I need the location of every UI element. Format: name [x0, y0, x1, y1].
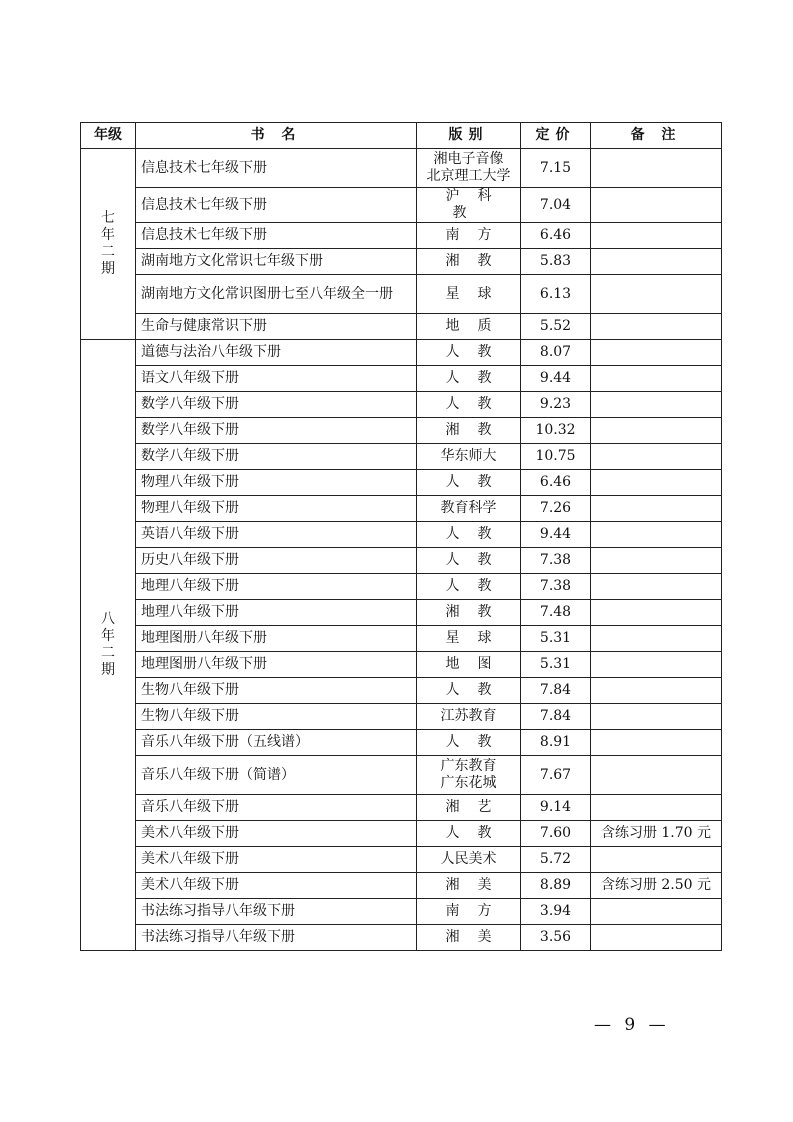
publisher-cell [417, 149, 521, 188]
grade-cell [81, 340, 136, 951]
price-cell: 5.31 [521, 626, 591, 652]
publisher-name: 湘教 [445, 253, 510, 269]
publisher-name: 湘艺 [445, 799, 510, 815]
price-cell: 7.60 [521, 821, 591, 847]
book-title-cell: 音乐八年级下册（五线谱） [136, 730, 417, 756]
publisher-cell [417, 730, 521, 756]
grade-char: 期 [101, 261, 115, 277]
price-cell: 7.38 [521, 574, 591, 600]
publisher-cell [417, 366, 521, 392]
publisher-name: 湘电子音像 [433, 151, 504, 167]
note-cell [591, 444, 722, 470]
publisher-cell [417, 418, 521, 444]
price-cell: 3.94 [521, 899, 591, 925]
book-title-cell: 美术八年级下册 [136, 847, 417, 873]
table-row [81, 756, 722, 795]
publisher-name: 江苏教育 [440, 708, 497, 724]
note-cell [591, 652, 722, 678]
book-title-cell: 地理图册八年级下册 [136, 652, 417, 678]
grade-char: 八 [101, 611, 115, 627]
header-price: 定价 [521, 123, 591, 149]
note-cell [591, 756, 722, 795]
publisher-name: 人教 [445, 396, 510, 412]
note-cell [591, 925, 722, 951]
table-row [81, 340, 722, 366]
publisher-name: 湘教 [445, 422, 510, 438]
publisher-name: 人民美术 [440, 851, 497, 867]
publisher-cell [417, 899, 521, 925]
table-row [81, 925, 722, 951]
publisher-name: 华东师大 [440, 448, 497, 464]
book-title-cell: 语文八年级下册 [136, 366, 417, 392]
note-cell [591, 600, 722, 626]
price-cell: 5.72 [521, 847, 591, 873]
publisher-name: 湘美 [445, 929, 510, 945]
price-cell: 10.32 [521, 418, 591, 444]
book-title-cell: 历史八年级下册 [136, 548, 417, 574]
book-title-cell: 美术八年级下册 [136, 873, 417, 899]
price-cell: 9.44 [521, 366, 591, 392]
note-cell [591, 366, 722, 392]
publisher-cell [417, 795, 521, 821]
book-title-cell: 湖南地方文化常识图册七至八年级全一册 [136, 275, 417, 314]
publisher-cell [417, 522, 521, 548]
publisher-name: 星球 [445, 285, 510, 302]
price-cell: 7.84 [521, 678, 591, 704]
grade-cell [81, 149, 136, 340]
price-cell: 3.56 [521, 925, 591, 951]
book-title-cell: 物理八年级下册 [136, 470, 417, 496]
publisher-name: 南方 [445, 903, 510, 919]
publisher-name: 人教 [445, 344, 510, 360]
table-row [81, 470, 722, 496]
note-cell: 含练习册 1.70 元 [591, 821, 722, 847]
header-publisher: 版别 [417, 123, 521, 149]
header-note: 备 注 [591, 123, 722, 149]
publisher-cell [417, 652, 521, 678]
price-cell: 7.26 [521, 496, 591, 522]
publisher-cell [417, 873, 521, 899]
publisher-cell [417, 444, 521, 470]
grade-char: 二 [101, 244, 115, 260]
price-cell: 7.48 [521, 600, 591, 626]
publisher-name: 人教 [445, 552, 510, 568]
price-cell: 8.91 [521, 730, 591, 756]
book-title-cell: 音乐八年级下册（简谱） [136, 756, 417, 795]
publisher-name: 教育科学 [440, 500, 497, 516]
book-title-cell: 音乐八年级下册 [136, 795, 417, 821]
price-cell: 8.07 [521, 340, 591, 366]
grade-char: 七 [101, 210, 115, 226]
publisher-cell [417, 470, 521, 496]
publisher-name: 地质 [445, 318, 510, 334]
publisher-cell [417, 392, 521, 418]
publisher-name: 星球 [445, 630, 510, 646]
book-title-cell: 书法练习指导八年级下册 [136, 899, 417, 925]
book-title-cell: 数学八年级下册 [136, 444, 417, 470]
header-grade: 年级 [81, 123, 136, 149]
note-cell [591, 392, 722, 418]
table-row [81, 366, 722, 392]
price-cell: 8.89 [521, 873, 591, 899]
publisher-cell [417, 600, 521, 626]
note-cell [591, 223, 722, 249]
publisher-name: 南方 [445, 227, 510, 243]
table-row [81, 444, 722, 470]
note-cell [591, 314, 722, 340]
textbook-price-table [80, 122, 722, 951]
publisher-cell [417, 678, 521, 704]
book-title-cell: 信息技术七年级下册 [136, 188, 417, 223]
table-row [81, 821, 722, 847]
publisher-name: 人教 [445, 370, 510, 386]
table-row [81, 847, 722, 873]
publisher-cell [417, 626, 521, 652]
note-cell [591, 847, 722, 873]
book-title-cell: 生命与健康常识下册 [136, 314, 417, 340]
price-cell: 6.46 [521, 470, 591, 496]
price-cell: 7.04 [521, 188, 591, 223]
table-row [81, 249, 722, 275]
price-cell: 9.44 [521, 522, 591, 548]
publisher-name: 人教 [445, 682, 510, 698]
table-row [81, 678, 722, 704]
publisher-cell [417, 548, 521, 574]
publisher-name: 人教 [445, 825, 510, 841]
note-cell [591, 522, 722, 548]
note-cell [591, 275, 722, 314]
book-title-cell: 美术八年级下册 [136, 821, 417, 847]
book-title-cell: 英语八年级下册 [136, 522, 417, 548]
table-row [81, 522, 722, 548]
table-row [81, 149, 722, 188]
table-row [81, 392, 722, 418]
book-title-cell: 物理八年级下册 [136, 496, 417, 522]
price-cell: 9.23 [521, 392, 591, 418]
note-cell [591, 188, 722, 223]
note-cell [591, 795, 722, 821]
price-cell: 5.31 [521, 652, 591, 678]
book-title-cell: 道德与法治八年级下册 [136, 340, 417, 366]
book-title-cell: 生物八年级下册 [136, 678, 417, 704]
note-cell [591, 678, 722, 704]
publisher-name: 人教 [445, 734, 510, 750]
table-row [81, 418, 722, 444]
table-row [81, 899, 722, 925]
table-body [81, 149, 722, 951]
note-cell [591, 704, 722, 730]
note-cell [591, 574, 722, 600]
note-cell [591, 249, 722, 275]
table-row [81, 496, 722, 522]
table-row [81, 314, 722, 340]
publisher-cell [417, 340, 521, 366]
publisher-name: 人教 [445, 526, 510, 542]
page-number: — 9 — [594, 1015, 670, 1035]
publisher-name: 地图 [445, 656, 510, 672]
book-title-cell: 数学八年级下册 [136, 418, 417, 444]
publisher-cell [417, 314, 521, 340]
price-cell: 7.84 [521, 704, 591, 730]
publisher-name: 沪科教 [445, 188, 510, 221]
header-title: 书 名 [136, 123, 417, 149]
publisher-name: 广东教育 [440, 758, 497, 774]
publisher-cell [417, 275, 521, 314]
note-cell [591, 626, 722, 652]
note-cell [591, 149, 722, 188]
price-cell: 9.14 [521, 795, 591, 821]
price-cell: 6.46 [521, 223, 591, 249]
publisher-cell [417, 847, 521, 873]
publisher-cell [417, 223, 521, 249]
note-cell [591, 418, 722, 444]
note-cell: 含练习册 2.50 元 [591, 873, 722, 899]
book-title-cell: 湖南地方文化常识七年级下册 [136, 249, 417, 275]
grade-char: 年 [101, 227, 115, 243]
table-row [81, 704, 722, 730]
publisher-name: 湘美 [445, 877, 510, 893]
publisher-cell [417, 574, 521, 600]
table-row [81, 626, 722, 652]
price-cell: 7.67 [521, 756, 591, 795]
grade-char: 二 [101, 645, 115, 661]
price-cell: 10.75 [521, 444, 591, 470]
publisher-cell [417, 756, 521, 795]
table-row [81, 730, 722, 756]
price-cell: 5.83 [521, 249, 591, 275]
grade-char: 年 [101, 628, 115, 644]
publisher-name: 广东花城 [440, 775, 497, 791]
publisher-name: 湘教 [445, 604, 510, 620]
grade-char: 期 [101, 662, 115, 678]
publisher-cell [417, 704, 521, 730]
book-title-cell: 信息技术七年级下册 [136, 223, 417, 249]
note-cell [591, 340, 722, 366]
note-cell [591, 730, 722, 756]
publisher-cell [417, 249, 521, 275]
table-row [81, 873, 722, 899]
price-cell: 7.15 [521, 149, 591, 188]
publisher-cell [417, 496, 521, 522]
book-title-cell: 地理八年级下册 [136, 574, 417, 600]
book-title-cell: 数学八年级下册 [136, 392, 417, 418]
note-cell [591, 899, 722, 925]
price-cell: 5.52 [521, 314, 591, 340]
table-row [81, 600, 722, 626]
publisher-name: 人教 [445, 474, 510, 490]
book-title-cell: 生物八年级下册 [136, 704, 417, 730]
table-row [81, 188, 722, 223]
note-cell [591, 548, 722, 574]
table-row [81, 795, 722, 821]
price-cell: 7.38 [521, 548, 591, 574]
table-row [81, 223, 722, 249]
book-title-cell: 地理八年级下册 [136, 600, 417, 626]
book-title-cell: 书法练习指导八年级下册 [136, 925, 417, 951]
table-row [81, 574, 722, 600]
table-header-row [81, 123, 722, 149]
book-title-cell: 地理图册八年级下册 [136, 626, 417, 652]
publisher-cell [417, 925, 521, 951]
publisher-cell [417, 821, 521, 847]
note-cell [591, 496, 722, 522]
book-title-cell: 信息技术七年级下册 [136, 149, 417, 188]
price-cell: 6.13 [521, 275, 591, 314]
table-row [81, 548, 722, 574]
publisher-name: 北京理工大学 [426, 168, 511, 184]
table-row [81, 652, 722, 678]
publisher-cell [417, 188, 521, 223]
note-cell [591, 470, 722, 496]
publisher-name: 人教 [445, 578, 510, 594]
table-row [81, 275, 722, 314]
